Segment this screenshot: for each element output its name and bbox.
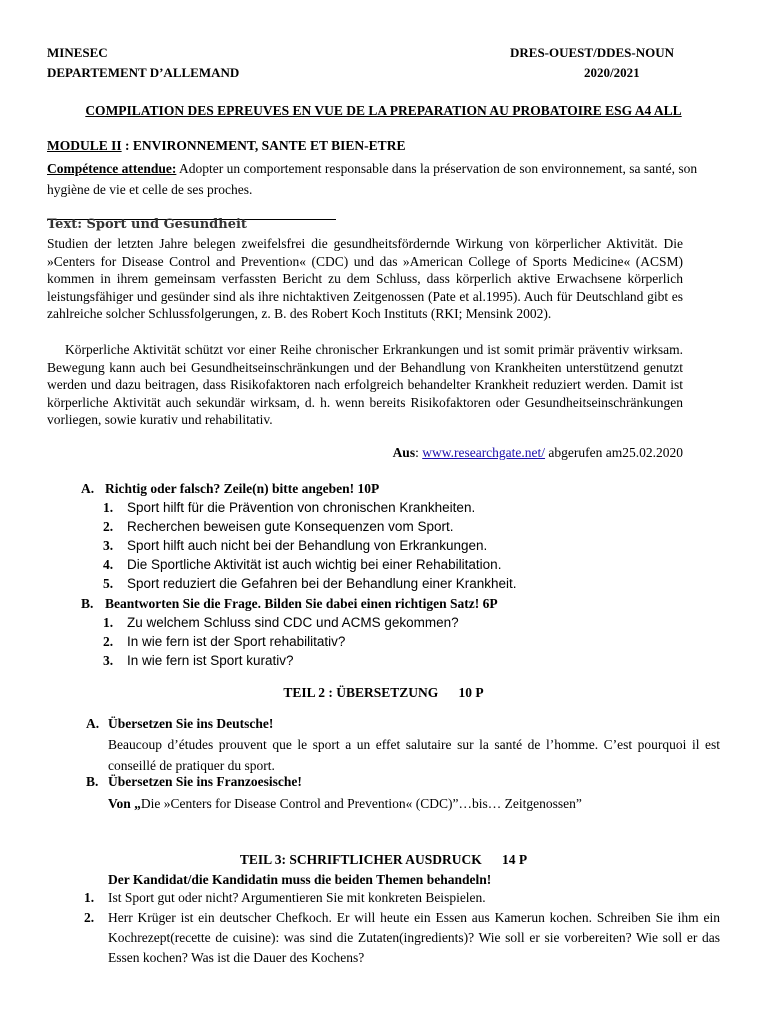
- header-region: DRES-OUEST/DDES-NOUN: [510, 45, 674, 60]
- item-text: Herr Krüger ist ein deutscher Chefkoch. Er will heute ein Essen aus Kamerun kochen. Schreiben Sie ihm ein Kochrezept(recette de cuisine): was sind die Zutaten(ingredients)? Wie soll er sie vorbereiten? Wie soll er das Essen kochen? Was ist die Dauer des Kochens?: [108, 910, 720, 965]
- paragraph-1: Studien der letzten Jahre belegen zweifelsfrei die gesundheitsfördernde Wirkung von körperlicher Aktivität. Die »Centers for Disease Control and Prevention« (CDC) und das »American College of Sports Medicine« (ACSM) kommen in ihrem gemeinsam verfassten Bericht zu dem Schluss, dass körperlich aktive Erwachsene körperlich leistungsfähiger und gesünder sind als ihre nichtaktiven Zeitgenossen (Pate et al.1995). Auch für Deutschland gibt es zahlreiche solcher Schlussfolgerungen, z. B. des Robert Koch Instituts (RKI; Mensink 2002).: [47, 236, 683, 321]
- teil3-heading: TEIL 3: SCHRIFTLICHER AUSDRUCK 14 P: [239, 852, 528, 867]
- item-number: 1.: [84, 890, 95, 905]
- module-label: MODULE II: [47, 138, 122, 153]
- item-number: 1.: [103, 615, 114, 630]
- item-number: 1.: [103, 500, 114, 515]
- section-a-letter: A.: [81, 481, 95, 496]
- teil2-a-text: Beaucoup d’études prouvent que le sport a un effet salutaire sur la santé de l’homme. C’est pourquoi il est conseillé de pratiquer du sport.: [108, 737, 720, 773]
- item-text: Sport hilft für die Prävention von chronischen Krankheiten.: [127, 500, 476, 515]
- source-label: Aus: [392, 445, 416, 460]
- section-a-heading: [81, 481, 379, 497]
- list-item: [103, 536, 517, 555]
- item-number: 2.: [103, 634, 114, 649]
- competence: [47, 158, 720, 200]
- item-number: 2.: [103, 519, 114, 534]
- module-text: : ENVIRONNEMENT, SANTE ET BIEN-ETRE: [121, 138, 406, 153]
- section-a-list: [103, 498, 517, 593]
- source-separator: :: [415, 445, 423, 460]
- section-b-list: [103, 613, 459, 670]
- item-number: 4.: [103, 557, 114, 572]
- list-item: [84, 908, 720, 968]
- competence-label: Compétence attendue:: [47, 161, 177, 176]
- teil2-b-letter: B.: [86, 774, 99, 789]
- teil3-list: [84, 888, 720, 968]
- list-item: [103, 555, 517, 574]
- item-text: In wie fern ist der Sport rehabilitativ?: [127, 634, 346, 649]
- teil2-b-heading: [86, 774, 302, 790]
- section-a-title: Richtig oder falsch? Zeile(n) bitte angeben! 10P: [105, 481, 380, 496]
- list-item: [103, 613, 459, 632]
- item-text: Recherchen beweisen gute Konsequenzen vom Sport.: [127, 519, 454, 534]
- teil2-a-title: Übersetzen Sie ins Deutsche!: [108, 716, 274, 731]
- document-title: COMPILATION DES EPREUVES EN VUE DE LA PREPARATION AU PROBATOIRE ESG A4 ALL: [85, 103, 682, 118]
- item-number: 5.: [103, 576, 114, 591]
- header-department: DEPARTEMENT D’ALLEMAND: [47, 65, 240, 80]
- item-text: Sport hilft auch nicht bei der Behandlung von Erkrankungen.: [127, 538, 488, 553]
- list-item: [103, 498, 517, 517]
- teil2-b-quote: Die »Centers for Disease Control and Prevention« (CDC)”…bis… Zeitgenossen”: [140, 796, 582, 811]
- section-b-letter: B.: [81, 596, 94, 611]
- list-item: [103, 574, 517, 593]
- item-text: Zu welchem Schluss sind CDC und ACMS gekommen?: [127, 615, 459, 630]
- list-item: [84, 888, 720, 908]
- item-text: In wie fern ist Sport kurativ?: [127, 653, 294, 668]
- teil2-a-heading: [86, 716, 273, 732]
- source-date: abgerufen am25.02.2020: [545, 445, 683, 460]
- header-left: [47, 43, 239, 83]
- module-heading: [47, 138, 405, 154]
- source-citation: [393, 445, 683, 461]
- teil3-subheading: Der Kandidat/die Kandidatin muss die beiden Themen behandeln!: [108, 872, 492, 887]
- header-school-year: 2020/2021: [584, 65, 640, 80]
- list-item: [103, 632, 459, 651]
- item-text: Die Sportliche Aktivität ist auch wichtig bei einer Rehabilitation.: [127, 557, 502, 572]
- item-text: Sport reduziert die Gefahren bei der Behandlung einer Krankheit.: [127, 576, 517, 591]
- section-b-title: Beantworten Sie die Frage. Bilden Sie dabei einen richtigen Satz! 6P: [105, 596, 498, 611]
- teil2-b-title: Übersetzen Sie ins Franzoesische!: [108, 774, 302, 789]
- teil2-b-von: Von „: [108, 796, 141, 811]
- source-link[interactable]: www.researchgate.net/: [422, 445, 546, 460]
- competence-text: Adopter un comportement responsable dans la préservation de son environnement, sa santé, son hygiène de vie et celle de ses proches.: [47, 161, 698, 197]
- section-b-heading: [81, 596, 498, 612]
- teil2-b-text: [108, 796, 582, 812]
- item-text: Ist Sport gut oder nicht? Argumentieren Sie mit konkreten Beispielen.: [108, 890, 486, 905]
- list-item: [103, 517, 517, 536]
- paragraph-2: Körperliche Aktivität schützt vor einer Reihe chronischer Erkrankungen und ist somit primär präventiv wirksam. Bewegung kann auch bei Gesundheitseinschränkungen und der Behandlung von Krankheiten unterstützend genutzt werden und dazu beitragen, dass Risikofaktoren nach erfolgreich behandelter Krankheit reduziert werden. Damit ist körperliche Aktivität auch sekundär wirksam, d. h. wenn bereits Risikofaktoren oder Gesundheitseinschränkungen vorliegen, sowie kurativ und rehabilitativ.: [47, 342, 683, 427]
- item-number: 3.: [103, 653, 114, 668]
- text-title: Text: Sport und Gesundheit: [47, 217, 247, 232]
- item-number: 3.: [103, 538, 114, 553]
- teil2-a-letter: A.: [86, 716, 100, 731]
- list-item: [103, 651, 459, 670]
- header-ministry: MINESEC: [47, 45, 108, 60]
- header-right: [510, 43, 674, 83]
- teil2-heading: TEIL 2 : ÜBERSETZUNG 10 P: [283, 685, 484, 700]
- item-number: 2.: [84, 910, 95, 925]
